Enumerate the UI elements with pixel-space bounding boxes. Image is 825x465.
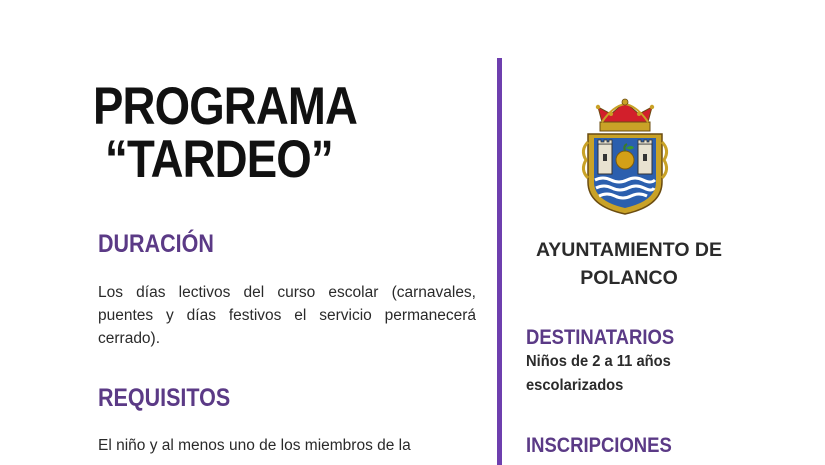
town-name-line1: AYUNTAMIENTO DE (536, 239, 722, 261)
coat-of-arms-icon (578, 98, 672, 216)
destinatarios-heading: DESTINATARIOS (526, 326, 675, 349)
town-name (522, 236, 736, 292)
vertical-divider (497, 58, 502, 465)
destinatarios-line1: Niños de 2 a 11 años (526, 353, 671, 370)
program-title-line1: PROGRAMA (93, 77, 358, 136)
duracion-text: Los días lectivos del curso escolar (carnavales, puentes y días festivos el servicio permanecerá cerrado). (98, 284, 476, 347)
requisitos-text: El niño y al menos uno de los miembros de la (98, 437, 411, 454)
duracion-heading: DURACIÓN (98, 230, 214, 258)
program-title-line2: “TARDEO” (105, 130, 333, 189)
inscripciones-heading: INSCRIPCIONES (526, 434, 672, 457)
program-title (93, 77, 358, 189)
requisitos-heading: REQUISITOS (98, 384, 231, 412)
town-name-line2: POLANCO (580, 267, 678, 289)
destinatarios-line2: escolarizados (526, 377, 624, 394)
